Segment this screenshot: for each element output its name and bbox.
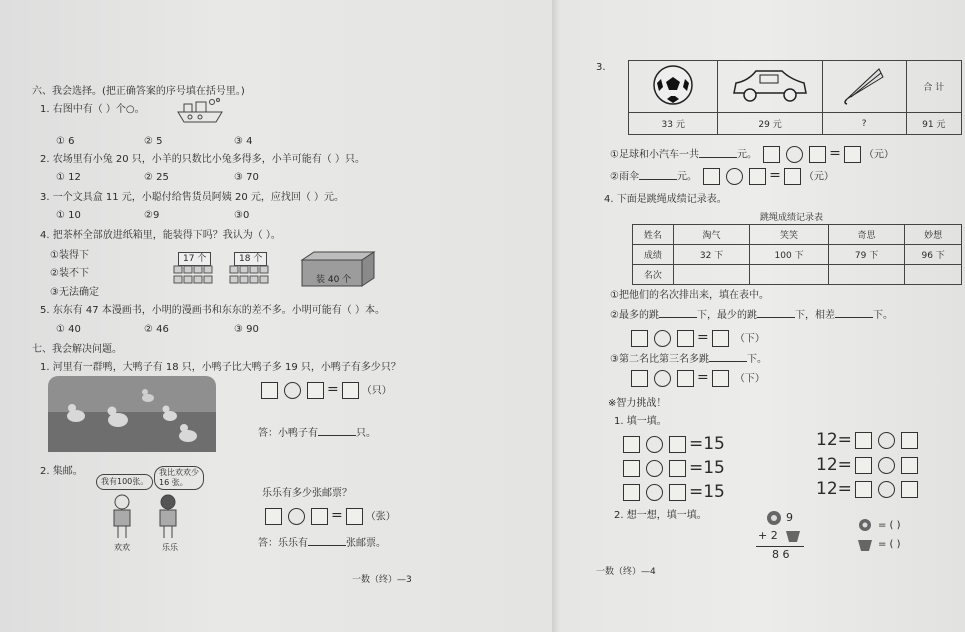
child-name-2: 乐乐 bbox=[162, 543, 178, 552]
table-cell: 96 下 bbox=[905, 245, 962, 265]
toy-car-icon bbox=[728, 65, 812, 105]
q6-3-opt2: ②9 bbox=[144, 210, 160, 221]
answer-box[interactable] bbox=[307, 382, 324, 399]
equation-lhs: 12= bbox=[816, 455, 852, 475]
q6-4-opt1: ①装得下 bbox=[50, 250, 89, 261]
operator-circle[interactable] bbox=[646, 484, 663, 501]
answer-box[interactable] bbox=[623, 436, 640, 453]
toy-car-cell bbox=[718, 61, 822, 113]
q6-1-opt2: ② 5 bbox=[144, 136, 163, 147]
child-name-1: 欢欢 bbox=[114, 543, 130, 552]
answer-blank[interactable] bbox=[318, 426, 356, 436]
q6-3-opt3: ③0 bbox=[234, 210, 250, 221]
answer-box[interactable] bbox=[844, 146, 861, 163]
answer-box[interactable] bbox=[703, 168, 720, 185]
addition-line bbox=[756, 546, 804, 547]
right-page-footer: 一数（终）—4 bbox=[596, 567, 656, 577]
line-prefix: ①足球和小汽车一共 bbox=[610, 149, 699, 161]
table-cell: 奇思 bbox=[828, 225, 905, 245]
price-table bbox=[628, 60, 962, 135]
flower-equals: = ( ) bbox=[878, 520, 901, 531]
answer-box[interactable] bbox=[809, 146, 826, 163]
addition-result: 8 6 bbox=[772, 548, 790, 561]
rank-input-cell[interactable] bbox=[905, 265, 962, 285]
answer-box[interactable] bbox=[855, 457, 872, 474]
answer-box[interactable] bbox=[623, 484, 640, 501]
answer-box[interactable] bbox=[712, 370, 729, 387]
crate-label: 装 40 个 bbox=[316, 275, 352, 285]
q7-2-equation: = （张） bbox=[262, 508, 396, 525]
price-football: 33 元 bbox=[629, 113, 718, 135]
price-total: 91 元 bbox=[906, 113, 961, 135]
cup-equals: = ( ) bbox=[878, 539, 901, 550]
rank-input-cell[interactable] bbox=[750, 265, 829, 285]
q4-a3 bbox=[610, 352, 767, 366]
cup-symbol-icon bbox=[784, 528, 802, 544]
answer-blank[interactable] bbox=[308, 536, 346, 546]
umbrella-cell bbox=[822, 61, 906, 113]
jump-table-title: 跳绳成绩记录表 bbox=[760, 213, 824, 223]
answer-box[interactable] bbox=[669, 484, 686, 501]
answer-box[interactable] bbox=[311, 508, 328, 525]
unit-label: （张） bbox=[365, 511, 396, 523]
q6-1-opt3: ③ 4 bbox=[234, 136, 253, 147]
challenge-eq-left-1 bbox=[620, 434, 725, 454]
unit-label: （下） bbox=[734, 373, 765, 385]
q4-equation-2: = （下） bbox=[628, 370, 765, 387]
answer-blank[interactable] bbox=[835, 308, 873, 318]
answer-box[interactable] bbox=[342, 382, 359, 399]
unit-label: （只） bbox=[361, 385, 392, 397]
q6-5-text: 5. 东东有 47 本漫画书，小明的漫画书和东东的差不多。小明可能有（ ）本。 bbox=[40, 305, 385, 316]
q6-2-opt1: ① 12 bbox=[56, 172, 81, 183]
q3-line2: ②雨伞 元。 = （元） bbox=[610, 167, 834, 184]
table-cell: 妙想 bbox=[905, 225, 962, 245]
q4-title: 4. 下面是跳绳成绩记录表。 bbox=[604, 194, 727, 205]
answer-prefix: 答：小鸭子有 bbox=[258, 428, 318, 439]
operator-circle[interactable] bbox=[878, 481, 895, 498]
q4-equation-1: = （下） bbox=[628, 330, 765, 347]
q4-a1: ①把他们的名次排出来，填在表中。 bbox=[610, 290, 769, 301]
text-part: 下。 bbox=[746, 354, 767, 365]
q6-4-opt3: ③无法确定 bbox=[50, 287, 99, 298]
answer-box[interactable] bbox=[261, 382, 278, 399]
answer-box[interactable] bbox=[712, 330, 729, 347]
rank-input-cell[interactable] bbox=[828, 265, 905, 285]
answer-box[interactable] bbox=[677, 370, 694, 387]
line-suffix: 元。 bbox=[676, 171, 697, 183]
text-part: 下，最少的跳 bbox=[696, 310, 757, 321]
q6-5-opt1: ① 40 bbox=[56, 324, 81, 335]
ducks-pond-illustration bbox=[48, 376, 216, 452]
page-spine bbox=[552, 0, 560, 632]
table-cell: 79 下 bbox=[828, 245, 905, 265]
q4-a2 bbox=[610, 308, 893, 322]
answer-suffix: 只。 bbox=[356, 428, 376, 439]
operator-circle[interactable] bbox=[284, 382, 301, 399]
operator-circle[interactable] bbox=[654, 330, 671, 347]
table-cell: 成绩 bbox=[633, 245, 674, 265]
answer-box[interactable] bbox=[631, 370, 648, 387]
football-icon bbox=[651, 63, 695, 107]
q6-2-opt3: ③ 70 bbox=[234, 172, 259, 183]
children-illustration bbox=[100, 494, 190, 540]
q3-line1: ①足球和小汽车一共 元。 = （元） bbox=[610, 145, 894, 162]
cup-symbol-icon bbox=[856, 538, 874, 552]
section-6-title: 六、我会选择。(把正确答案的序号填在括号里。) bbox=[32, 86, 245, 97]
answer-box[interactable] bbox=[677, 330, 694, 347]
price-car: 29 元 bbox=[718, 113, 822, 135]
answer-box[interactable] bbox=[855, 481, 872, 498]
price-umbrella: ? bbox=[822, 113, 906, 135]
speech-bubble-2: 我比欢欢少 16 张。 bbox=[154, 466, 204, 490]
operator-circle[interactable] bbox=[786, 146, 803, 163]
unit-label: （下） bbox=[734, 333, 765, 345]
q6-1-opt1: ① 6 bbox=[56, 136, 75, 147]
challenge-eq-right-1 bbox=[816, 430, 921, 450]
answer-box[interactable] bbox=[784, 168, 801, 185]
rank-input-cell[interactable] bbox=[673, 265, 750, 285]
q7-1-equation: = （只） bbox=[258, 382, 392, 399]
cups-tag-18: 18 个 bbox=[234, 252, 267, 266]
boat-shapes-icon bbox=[176, 98, 226, 126]
unit-label: （元） bbox=[803, 171, 834, 183]
answer-box[interactable] bbox=[901, 457, 918, 474]
section-7-title: 七、我会解决问题。 bbox=[32, 344, 122, 355]
flower-symbol-icon bbox=[764, 510, 786, 526]
q6-5-opt3: ③ 90 bbox=[234, 324, 259, 335]
q6-5-opt2: ② 46 bbox=[144, 324, 169, 335]
text-part: 下。 bbox=[872, 310, 893, 321]
line-suffix: 元。 bbox=[736, 149, 757, 161]
umbrella-icon bbox=[839, 65, 889, 105]
answer-blank[interactable] bbox=[659, 308, 697, 318]
q6-2-opt2: ② 25 bbox=[144, 172, 169, 183]
challenge-eq-left-2 bbox=[620, 458, 725, 478]
q7-1-answer bbox=[258, 426, 376, 440]
table-cell: 姓名 bbox=[633, 225, 674, 245]
answer-box[interactable] bbox=[623, 460, 640, 477]
table-cell: 100 下 bbox=[750, 245, 829, 265]
left-page-footer: 一数（终）—3 bbox=[352, 575, 412, 585]
challenge-q2: 2. 想一想，填一填。 bbox=[614, 510, 707, 521]
answer-suffix: 张邮票。 bbox=[346, 538, 386, 549]
q6-1-text: 1. 右图中有（ ）个○。 bbox=[40, 104, 145, 115]
table-cell: 淘气 bbox=[673, 225, 750, 245]
operator-circle[interactable] bbox=[654, 370, 671, 387]
answer-prefix: 答：乐乐有 bbox=[258, 538, 308, 549]
answer-box[interactable] bbox=[669, 436, 686, 453]
operator-circle[interactable] bbox=[288, 508, 305, 525]
q6-3-opt1: ① 10 bbox=[56, 210, 81, 221]
cups-tag-17: 17 个 bbox=[178, 252, 211, 266]
speech-bubble-1: 我有100张。 bbox=[96, 474, 153, 490]
table-cell: 名次 bbox=[633, 265, 674, 285]
answer-box[interactable] bbox=[901, 481, 918, 498]
text-part: 下，相差 bbox=[794, 310, 835, 321]
table-cell: 笑笑 bbox=[750, 225, 829, 245]
operator-circle[interactable] bbox=[878, 457, 895, 474]
q7-1-text: 1. 河里有一群鸭，大鸭子有 18 只，小鸭子比大鸭子多 19 只，小鸭子有多少只？ bbox=[40, 362, 401, 373]
table-cell: 32 下 bbox=[673, 245, 750, 265]
answer-blank[interactable] bbox=[757, 308, 795, 318]
football-cell bbox=[629, 61, 718, 113]
answer-box[interactable] bbox=[265, 508, 282, 525]
line-prefix: ②雨伞 bbox=[610, 171, 639, 183]
answer-box[interactable] bbox=[763, 146, 780, 163]
answer-box[interactable] bbox=[855, 432, 872, 449]
operator-circle[interactable] bbox=[726, 168, 743, 185]
text-part: ③第二名比第三名多跳 bbox=[610, 354, 709, 365]
q3-number: 3. bbox=[596, 62, 606, 73]
jump-rope-table bbox=[632, 224, 962, 285]
operator-circle[interactable] bbox=[646, 460, 663, 477]
q7-2-label: 2. 集邮。 bbox=[40, 466, 83, 477]
challenge-eq-right-2 bbox=[816, 455, 921, 475]
q6-4-text: 4. 把茶杯全部放进纸箱里，能装得下吗？我认为（ ）。 bbox=[40, 230, 281, 241]
challenge-eq-right-3 bbox=[816, 479, 921, 499]
tea-cups-icon bbox=[172, 264, 282, 286]
answer-blank[interactable] bbox=[699, 148, 737, 158]
flower-symbol-icon bbox=[856, 518, 874, 532]
q7-2-answer bbox=[258, 536, 386, 550]
text-part: ②最多的跳 bbox=[610, 310, 659, 321]
answer-box[interactable] bbox=[749, 168, 766, 185]
answer-box[interactable] bbox=[669, 460, 686, 477]
q6-4-opt2: ②装不下 bbox=[50, 268, 89, 279]
unit-label: （元） bbox=[863, 149, 894, 161]
q6-3-text: 3. 一个文具盒 11 元，小聪付给售货员阿姨 20 元，应找回（ ）元。 bbox=[40, 192, 345, 203]
answer-box[interactable] bbox=[346, 508, 363, 525]
addition-middle: + 2 bbox=[758, 529, 778, 542]
equation-result: =15 bbox=[689, 458, 725, 478]
challenge-title: ※智力挑战！ bbox=[608, 398, 667, 409]
answer-box[interactable] bbox=[901, 432, 918, 449]
operator-circle[interactable] bbox=[878, 432, 895, 449]
q6-2-text: 2. 农场里有小兔 20 只，小羊的只数比小兔多得多，小羊可能有（ ）只。 bbox=[40, 154, 365, 165]
answer-box[interactable] bbox=[631, 330, 648, 347]
challenge-eq-left-3 bbox=[620, 482, 725, 502]
addition-top-digit: 9 bbox=[786, 511, 793, 524]
answer-blank[interactable] bbox=[639, 170, 677, 180]
equation-result: =15 bbox=[689, 434, 725, 454]
equation-lhs: 12= bbox=[816, 430, 852, 450]
challenge-q1: 1. 填一填。 bbox=[614, 416, 667, 427]
equation-lhs: 12= bbox=[816, 479, 852, 499]
q7-2-question: 乐乐有多少张邮票？ bbox=[262, 488, 352, 499]
total-header: 合 计 bbox=[906, 61, 961, 113]
answer-blank[interactable] bbox=[709, 352, 747, 362]
equation-result: =15 bbox=[689, 482, 725, 502]
operator-circle[interactable] bbox=[646, 436, 663, 453]
